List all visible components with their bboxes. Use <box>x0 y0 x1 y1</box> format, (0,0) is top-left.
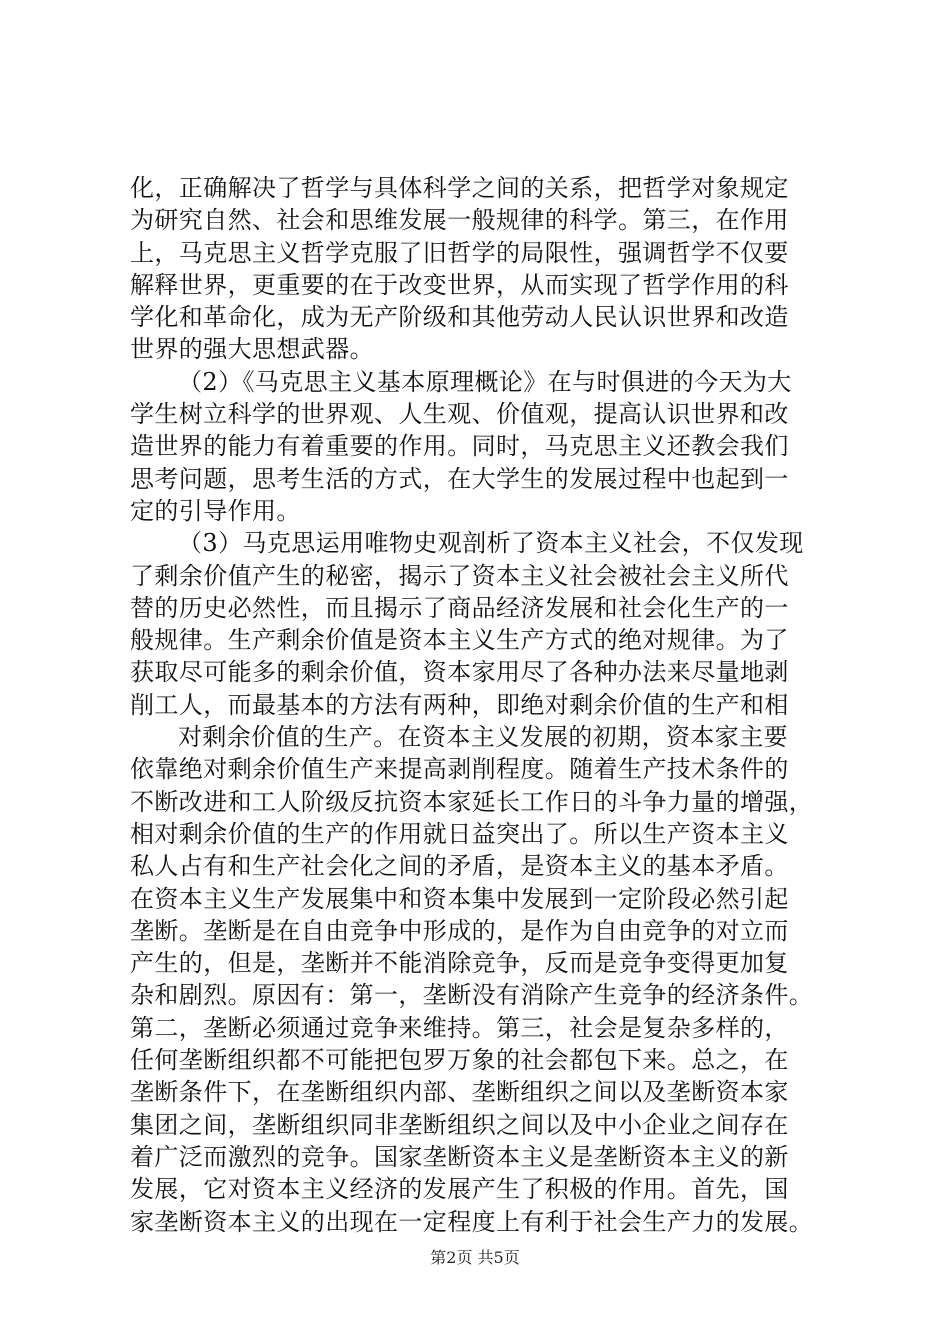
text-line: 上，马克思主义哲学克服了旧哲学的局限性，强调哲学不仅要 <box>130 238 789 267</box>
text-line: 产生的，但是，垄断并不能消除竞争，反而是竞争变得更加复 <box>130 949 789 978</box>
page-footer: 第2页 共5页 <box>430 1248 520 1267</box>
text-line: 第二，垄断必须通过竞争来维持。第三，社会是复杂多样的， <box>130 1013 789 1042</box>
text-line: 垄断条件下，在垄断组织内部、垄断组织之间以及垄断资本家 <box>130 1078 789 1107</box>
text-line: 替的历史必然性，而且揭示了商品经济发展和社会化生产的一 <box>130 593 789 622</box>
text-line: 思考问题，思考生活的方式，在大学生的发展过程中也起到一 <box>130 464 789 493</box>
text-line: 世界的强大思想武器。 <box>130 335 374 364</box>
text-line: 垄断。垄断是在自由竞争中形成的，是作为自由竞争的对立而 <box>130 916 789 945</box>
text-line: 相对剩余价值的生产的作用就日益突出了。所以生产资本主义 <box>130 819 789 848</box>
text-line: 不断改进和工人阶级反抗资本家延长工作日的斗争力量的增强， <box>130 787 814 816</box>
text-line: 学生树立科学的世界观、人生观、价值观，提高认识世界和改 <box>130 400 789 429</box>
text-line: 杂和剧烈。原因有：第一，垄断没有消除产生竞争的经济条件。 <box>130 981 814 1010</box>
text-line: 解释世界，更重要的在于改变世界，从而实现了哲学作用的科 <box>130 270 789 299</box>
text-line: （2）《马克思主义基本原理概论》在与时俱进的今天为大 <box>178 367 792 396</box>
text-line: 集团之间，垄断组织同非垄断组织之间以及中小企业之间存在 <box>130 1110 789 1139</box>
text-line: 获取尽可能多的剩余价值，资本家用尽了各种办法来尽量地剥 <box>130 658 789 687</box>
text-line: 在资本主义生产发展集中和资本集中发展到一定阶段必然引起 <box>130 884 789 913</box>
text-line: 了剩余价值产生的秘密，揭示了资本主义社会被社会主义所代 <box>130 561 789 590</box>
text-line: 定的引导作用。 <box>130 496 301 525</box>
text-line: 造世界的能力有着重要的作用。同时，马克思主义还教会我们 <box>130 432 789 461</box>
text-line: 对剩余价值的生产。在资本主义发展的初期，资本家主要 <box>178 723 788 752</box>
body-text <box>130 172 830 1238</box>
text-line: （3）马克思运用唯物史观剖析了资本主义社会，不仅发现 <box>178 529 804 558</box>
text-line: 般规律。生产剩余价值是资本主义生产方式的绝对规律。为了 <box>130 626 789 655</box>
text-line: 发展，它对资本主义经济的发展产生了积极的作用。首先，国 <box>130 1175 789 1204</box>
text-line: 化，正确解决了哲学与具体科学之间的关系，把哲学对象规定 <box>130 174 789 202</box>
text-line: 着广泛而激烈的竞争。国家垄断资本主义是垄断资本主义的新 <box>130 1142 789 1171</box>
text-line: 为研究自然、社会和思维发展一般规律的科学。第三，在作用 <box>130 206 789 235</box>
text-line: 削工人，而最基本的方法有两种，即绝对剩余价值的生产和相 <box>130 690 789 719</box>
text-line: 学化和革命化，成为无产阶级和其他劳动人民认识世界和改造 <box>130 303 789 332</box>
text-line: 私人占有和生产社会化之间的矛盾，是资本主义的基本矛盾。 <box>130 852 789 881</box>
text-line: 依靠绝对剩余价值生产来提高剥削程度。随着生产技术条件的 <box>130 755 789 784</box>
text-line: 家垄断资本主义的出现在一定程度上有利于社会生产力的发展。 <box>130 1207 814 1236</box>
text-line: 任何垄断组织都不可能把包罗万象的社会都包下来。总之，在 <box>130 1046 789 1075</box>
